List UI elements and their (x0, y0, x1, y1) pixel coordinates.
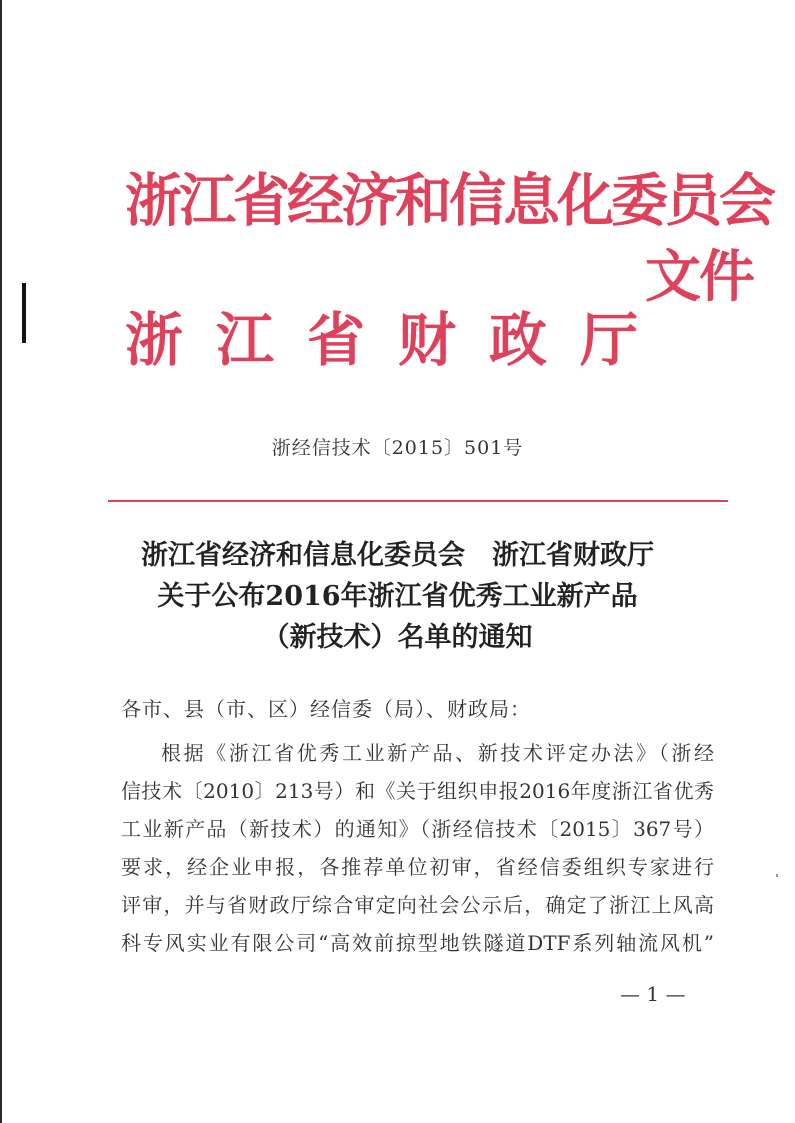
body-line-1: 根据《浙江省优秀工业新产品、新技术评定办法》（浙经 (161, 741, 714, 765)
issuer-name-2: 浙江省财政厅 (125, 306, 672, 374)
title-line-2: 关于公布2016年浙江省优秀工业新产品 (157, 581, 638, 612)
body-line-6: 科专风实业有限公司“高效前掠型地铁隧道DTF系列轴流风机” (121, 931, 714, 955)
document-type-label: 文件 (645, 245, 753, 310)
issuer-name-1: 浙江省经济和信息化委员会 (125, 168, 773, 234)
document-title (0, 535, 795, 658)
scan-speck (776, 874, 778, 877)
body-line-2: 信技术〔2010〕213号）和《关于组织申报2016年度浙江省优秀 (121, 779, 714, 803)
page-number: — 1 — (620, 982, 686, 1006)
body-line-4: 要求，经企业申报，各推荐单位初审，省经信委组织专家进行 (121, 855, 714, 879)
body-line-5: 评审，并与省财政厅综合审定向社会公示后，确定了浙江上风高 (121, 893, 714, 917)
document-number: 浙经信技术〔2015〕501号 (271, 437, 524, 459)
title-line-1: 浙江省经济和信息化委员会 浙江省财政厅 (141, 540, 654, 571)
binding-mark (22, 283, 26, 343)
red-divider-line (108, 500, 728, 502)
title-line-3: （新技术）名单的通知 (262, 622, 533, 653)
body-line-3: 工业新产品（新技术）的通知》（浙经信技术〔2015〕367号） (121, 817, 714, 841)
salutation: 各市、县（市、区）经信委（局）、财政局： (121, 697, 531, 721)
